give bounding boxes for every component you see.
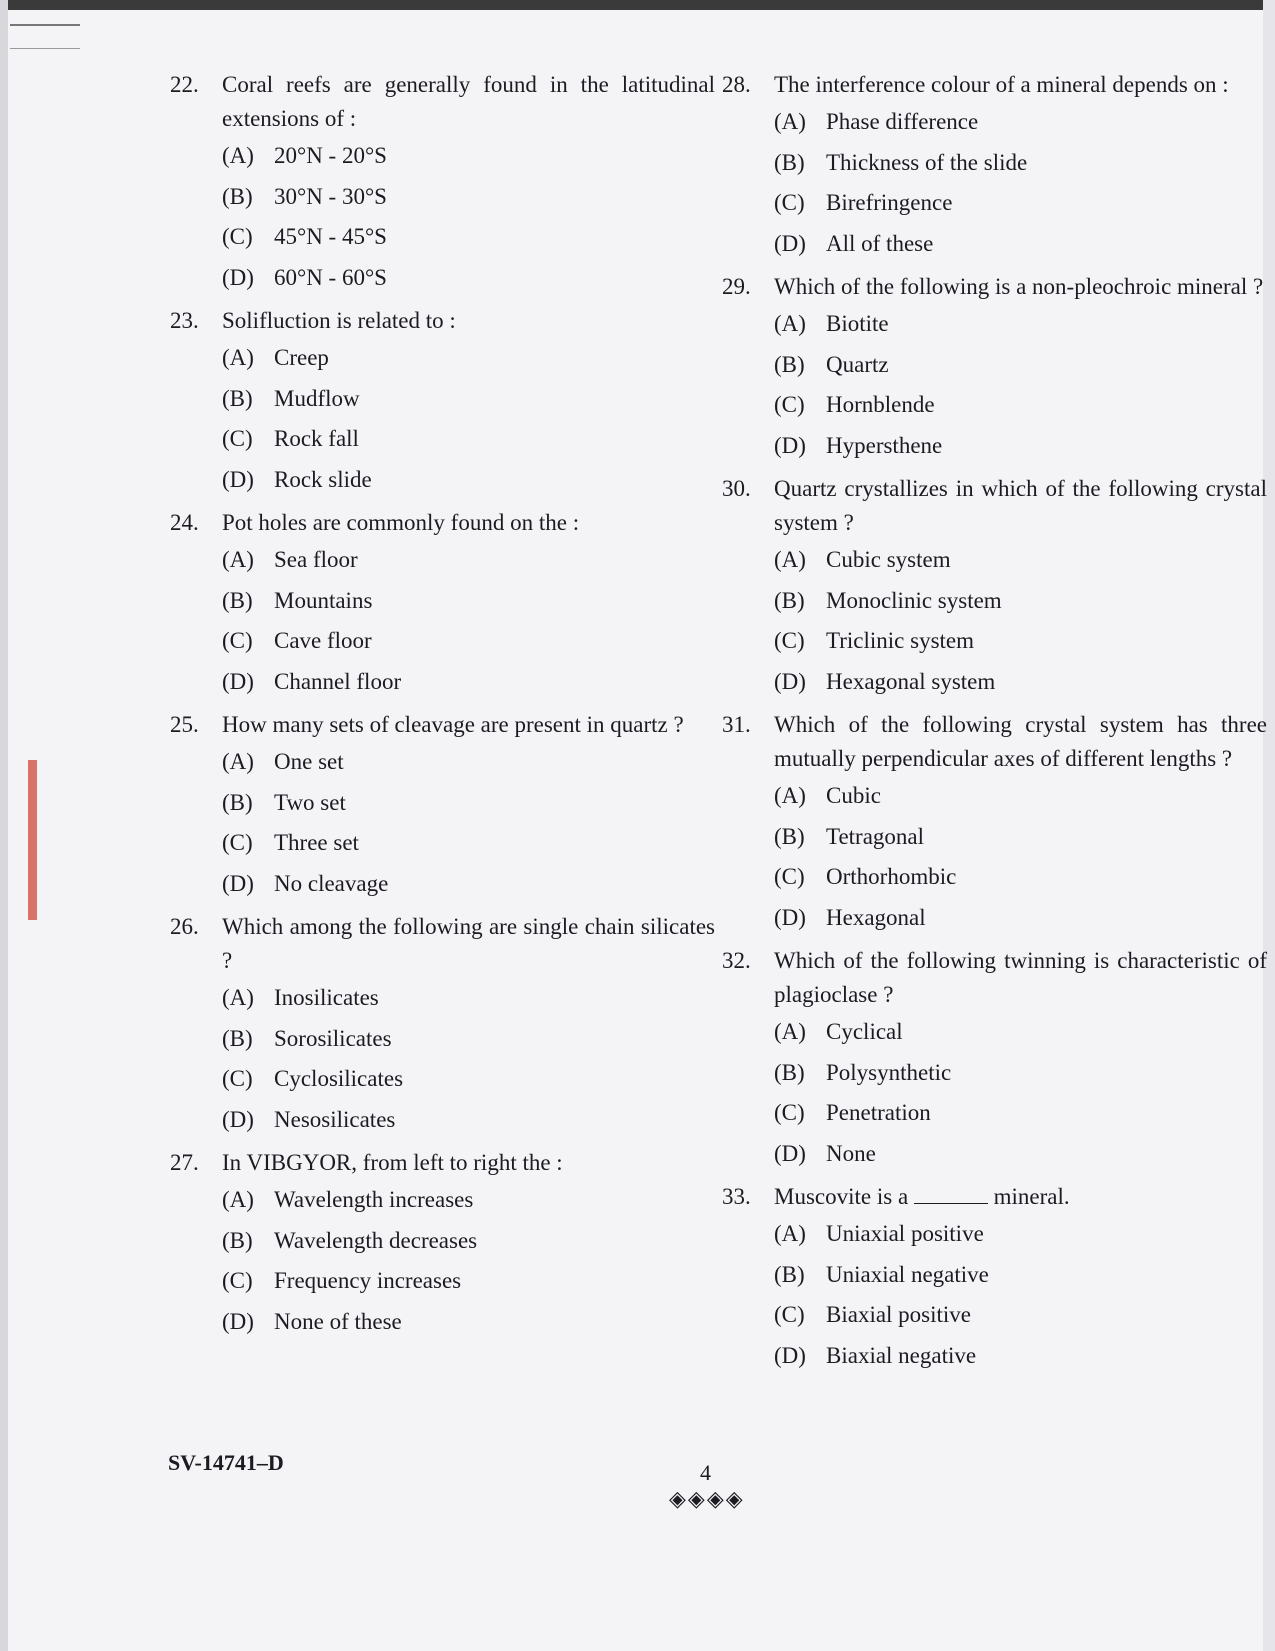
option-label: (B) [774,1261,805,1287]
question-number: 24. [170,510,199,535]
option-text: Nesosilicates [274,1106,396,1132]
option-text: Biotite [826,311,889,336]
option-text: Wavelength increases [274,1187,474,1212]
question-text: Coral reefs are generally found in the latitudinal extensions of : [222,72,715,131]
option-c [722,1093,1267,1134]
option-c [170,419,715,460]
option-a [170,136,715,177]
option-text: Uniaxial negative [826,1261,989,1287]
option-text: Biaxial positive [826,1302,972,1327]
option-text: Cyclical [826,1019,903,1044]
option-text: All of these [826,230,934,256]
option-label: (C) [774,190,805,215]
option-label: (B) [774,587,805,613]
left-question-column [170,68,715,1348]
question-23 [170,304,715,500]
option-label: (B) [774,1059,805,1085]
option-text: Three set [274,830,359,855]
option-d [722,1134,1267,1175]
option-text: Channel floor [274,668,402,694]
option-text: Quartz [826,351,889,377]
question-25 [170,708,715,904]
option-b [170,1019,715,1060]
option-label: (D) [774,230,806,256]
question-32 [722,944,1267,1174]
option-a [170,978,715,1019]
staple-mark [10,24,80,49]
page-number: 4 [700,1460,711,1485]
option-b [170,581,715,622]
question-number: 33. [722,1184,751,1209]
question-number: 32. [722,948,751,973]
option-label: (A) [774,783,806,808]
option-text: Tetragonal [826,823,925,849]
option-a [722,540,1267,581]
option-d [722,224,1267,265]
option-label: (C) [222,224,253,249]
question-text [774,1180,1267,1214]
option-text: Two set [274,789,346,815]
option-label: (D) [774,432,806,458]
option-d [170,460,715,501]
option-b [722,1053,1267,1094]
option-c [170,1059,715,1100]
option-text: 30°N - 30°S [274,183,387,209]
option-label: (C) [774,864,805,889]
option-text: Thickness of the slide [826,149,1028,175]
option-label: (C) [222,628,253,653]
option-c [722,1295,1267,1336]
option-text: Hexagonal [826,904,926,930]
option-label: (B) [222,1025,253,1051]
option-text: Rock fall [274,426,359,451]
option-label: (D) [774,668,806,694]
option-c [722,183,1267,224]
option-d [170,1302,715,1343]
option-text: Biaxial negative [826,1342,977,1368]
option-text: Sea floor [274,547,358,572]
option-label: (A) [774,547,806,572]
option-label: (B) [222,1227,253,1253]
right-question-column [722,68,1267,1382]
question-text: In VIBGYOR, from left to right the : [222,1150,563,1175]
fill-in-blank [914,1183,988,1204]
option-text: Creep [274,345,329,370]
option-d [722,426,1267,467]
option-text: 20°N - 20°S [274,143,387,168]
question-number: 31. [722,712,751,737]
option-label: (D) [222,264,254,290]
option-label: (D) [222,870,254,896]
option-label: (D) [222,1106,254,1132]
option-text: Penetration [826,1100,931,1125]
option-label: (A) [774,109,806,134]
option-c [170,217,715,258]
question-number: 28. [722,72,751,97]
option-label: (C) [222,1268,253,1293]
option-text: Cave floor [274,628,372,653]
option-text: One set [274,749,344,774]
option-text: Orthorhombic [826,864,957,889]
question-29 [722,270,1267,466]
option-text: Triclinic system [826,628,975,653]
option-text: 45°N - 45°S [274,224,387,249]
option-b [722,345,1267,386]
question-number: 22. [170,72,199,97]
option-b [722,1255,1267,1296]
option-text: None [826,1140,876,1166]
option-text: Mountains [274,587,373,613]
question-number: 25. [170,712,199,737]
option-a [722,1214,1267,1255]
option-text: Hexagonal system [826,668,996,694]
option-text: Inosilicates [274,985,379,1010]
option-b [170,783,715,824]
option-text: Cubic [826,783,881,808]
option-label: (D) [774,1342,806,1368]
option-text: Phase difference [826,109,979,134]
question-text: Quartz crystallizes in which of the following crystal system ? [774,476,1267,535]
option-d [722,662,1267,703]
option-text: Frequency increases [274,1268,462,1293]
question-text: Pot holes are commonly found on the : [222,510,580,535]
question-26 [170,910,715,1140]
option-label: (A) [222,547,254,572]
option-c [170,621,715,662]
option-label: (C) [774,628,805,653]
option-label: (C) [774,1302,805,1327]
option-c [170,823,715,864]
option-d [170,662,715,703]
option-a [722,1012,1267,1053]
option-b [170,1221,715,1262]
option-label: (B) [222,385,253,411]
binding-mark [28,760,37,920]
option-label: (C) [774,392,805,417]
option-d [722,898,1267,939]
option-label: (A) [222,143,254,168]
option-c [722,621,1267,662]
option-label: (C) [222,830,253,855]
option-label: (A) [222,985,254,1010]
option-a [170,540,715,581]
option-d [170,258,715,299]
question-31 [722,708,1267,938]
option-c [170,1261,715,1302]
question-text: Which among the following are single chain silicates ? [222,914,715,973]
option-a [722,776,1267,817]
option-label: (A) [774,1019,806,1044]
option-label: (D) [222,668,254,694]
option-a [170,742,715,783]
option-a [170,1180,715,1221]
option-text: Birefringence [826,190,953,215]
option-text: None of these [274,1308,402,1334]
option-b [722,581,1267,622]
option-text: Hypersthene [826,432,943,458]
option-label: (B) [222,587,253,613]
option-text: Polysynthetic [826,1059,952,1085]
option-label: (C) [774,1100,805,1125]
option-label: (D) [774,1140,806,1166]
option-a [722,102,1267,143]
option-b [722,143,1267,184]
option-text: 60°N - 60°S [274,264,387,290]
option-text: Uniaxial positive [826,1221,984,1246]
question-33 [722,1180,1267,1376]
paper-code: SV-14741–D [168,1450,284,1475]
option-text: Cubic system [826,547,951,572]
option-b [170,379,715,420]
question-text: Which of the following twinning is characteristic of plagioclase ? [774,948,1267,1007]
question-text: The interference colour of a mineral depends on : [774,72,1229,97]
question-22 [170,68,715,298]
option-c [722,857,1267,898]
question-text: Which of the following is a non-pleochroic mineral ? [774,274,1264,299]
option-a [722,304,1267,345]
question-27 [170,1146,715,1342]
option-label: (B) [222,183,253,209]
option-label: (C) [222,1066,253,1091]
option-text: Wavelength decreases [274,1227,478,1253]
option-d [170,1100,715,1141]
option-label: (B) [774,823,805,849]
option-d [170,864,715,905]
option-label: (A) [222,749,254,774]
question-text: How many sets of cleavage are present in quartz ? [222,712,684,737]
option-label: (B) [774,351,805,377]
option-b [170,177,715,218]
option-text: Sorosilicates [274,1025,392,1051]
option-label: (B) [222,789,253,815]
option-label: (A) [774,311,806,336]
option-c [722,385,1267,426]
question-text: Solifluction is related to : [222,308,456,333]
option-text: Cyclosilicates [274,1066,404,1091]
scan-border-left [0,0,8,1651]
question-30 [722,472,1267,702]
option-text: Hornblende [826,392,935,417]
question-number: 26. [170,914,199,939]
option-d [722,1336,1267,1377]
question-28 [722,68,1267,264]
option-label: (A) [222,1187,254,1212]
option-label: (A) [774,1221,806,1246]
question-number: 23. [170,308,199,333]
question-text-before-blank: Muscovite is a [774,1184,909,1209]
option-text: Monoclinic system [826,587,1002,613]
option-label: (D) [222,466,254,492]
question-24 [170,506,715,702]
option-b [722,817,1267,858]
question-number: 27. [170,1150,199,1175]
option-label: (D) [222,1308,254,1334]
option-label: (D) [774,904,806,930]
question-text-after-blank: mineral. [993,1184,1070,1209]
diamond-ornament: ◈◈◈◈ [669,1486,745,1511]
option-text: No cleavage [274,870,389,896]
option-label: (B) [774,149,805,175]
option-text: Mudflow [274,385,360,411]
option-text: Rock slide [274,466,372,492]
scan-border-top [0,0,1275,10]
question-number: 30. [722,476,751,501]
question-number: 29. [722,274,751,299]
question-text: Which of the following crystal system has three mutually perpendicular axes of different lengths ? [774,712,1267,771]
option-label: (C) [222,426,253,451]
option-a [170,338,715,379]
option-label: (A) [222,345,254,370]
